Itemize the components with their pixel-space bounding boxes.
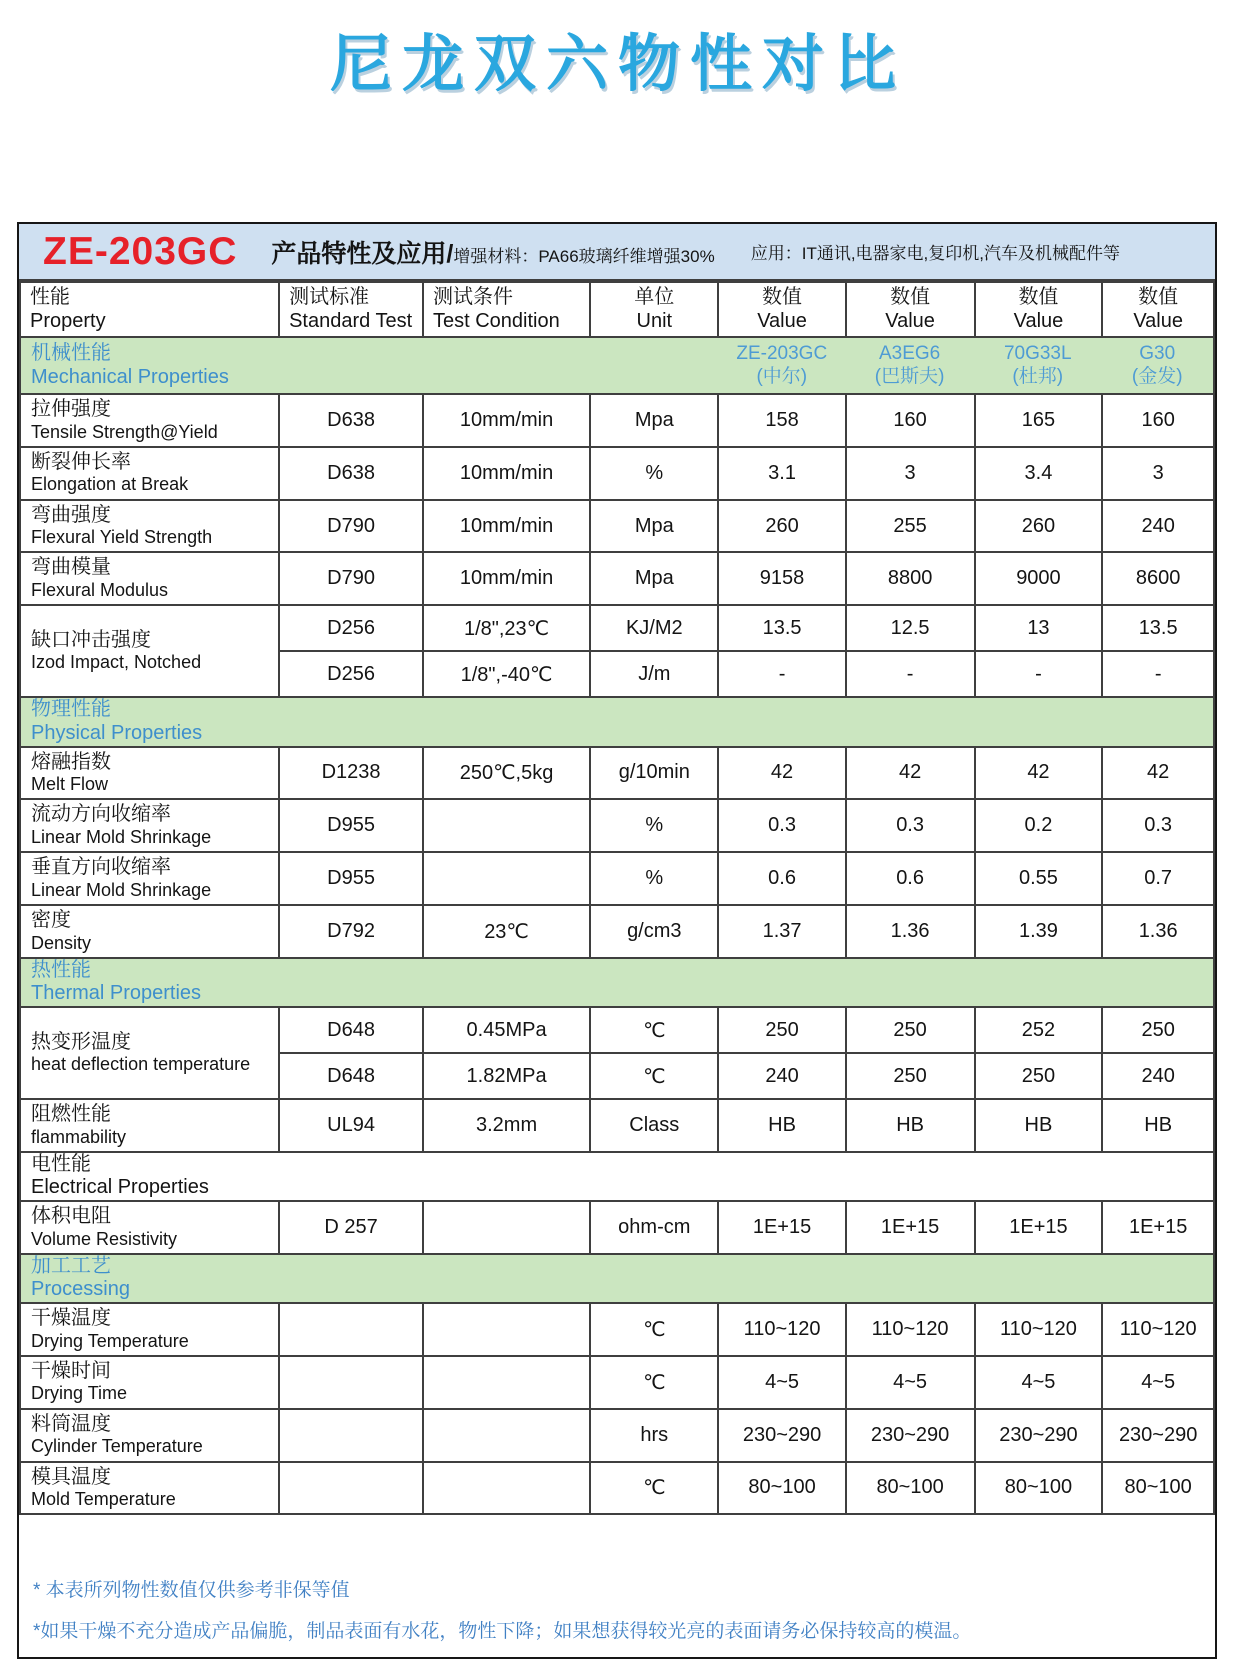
test-condition-cell: 10mm/min — [423, 447, 590, 500]
section-label — [21, 342, 718, 389]
unit-cell: % — [590, 852, 718, 905]
test-condition-cell: 23℃ — [423, 905, 590, 958]
value-cell: 0.3 — [718, 799, 845, 852]
value-cell: 0.3 — [1102, 799, 1214, 852]
section-label-en: Electrical Properties — [31, 1176, 209, 1199]
property-en: Linear Mold Shrinkage — [31, 826, 212, 847]
property-en: Flexural Modulus — [31, 580, 169, 601]
section-row — [20, 697, 1214, 746]
property-en: heat deflection temperature — [31, 1054, 251, 1075]
property-cell — [20, 1099, 279, 1152]
test-condition-cell: 10mm/min — [423, 552, 590, 605]
property-cell — [20, 447, 279, 500]
unit-cell: Mpa — [590, 394, 718, 447]
column-header-zh: 数值 — [1138, 285, 1179, 308]
column-header-en: Unit — [636, 309, 673, 332]
test-condition-cell — [423, 852, 590, 905]
value-cell: 165 — [975, 394, 1103, 447]
property-zh: 阻燃性能 — [31, 1103, 111, 1125]
section-row — [20, 1254, 1214, 1303]
value-cell: 9000 — [975, 552, 1103, 605]
test-condition-cell: 1.82MPa — [423, 1053, 590, 1099]
test-condition-cell — [423, 799, 590, 852]
section-label-zh: 加工工艺 — [31, 1254, 111, 1277]
property-cell — [20, 1007, 279, 1099]
brand-header — [718, 343, 845, 388]
unit-cell: Mpa — [590, 500, 718, 553]
value-cell: 1E+15 — [846, 1201, 975, 1254]
standard-test-cell: D1238 — [279, 747, 423, 800]
property-en: Tensile Strength@Yield — [31, 421, 218, 442]
table-row — [20, 747, 1214, 800]
value-cell: 4~5 — [718, 1356, 845, 1409]
section-label — [21, 698, 718, 745]
property-en: Flexural Yield Strength — [31, 527, 213, 548]
property-cell — [20, 852, 279, 905]
spec-table — [17, 222, 1217, 1659]
value-cell: 80~100 — [846, 1462, 975, 1515]
table-row — [20, 1356, 1214, 1409]
value-cell: - — [1102, 651, 1214, 697]
test-condition-cell — [423, 1356, 590, 1409]
property-zh: 流动方向收缩率 — [31, 803, 171, 826]
column-header-1 — [279, 282, 423, 337]
property-cell — [20, 799, 279, 852]
footnotes — [19, 1515, 1215, 1656]
page-title: 尼龙双六物性对比 — [329, 27, 906, 100]
property-en: Density — [31, 932, 92, 953]
property-zh: 断裂伸长率 — [31, 450, 131, 473]
standard-test-cell: D955 — [279, 799, 423, 852]
value-cell: 4~5 — [975, 1356, 1103, 1409]
property-zh: 体积电阻 — [31, 1205, 111, 1228]
column-header-zh: 数值 — [762, 285, 803, 308]
standard-test-cell: D256 — [279, 605, 423, 651]
value-cell: 250 — [718, 1007, 845, 1053]
section-label-zh: 物理性能 — [31, 698, 111, 721]
value-cell: - — [975, 651, 1103, 697]
property-cell — [20, 394, 279, 447]
value-cell: 230~290 — [1102, 1409, 1214, 1462]
column-header-en: Value — [757, 309, 807, 332]
standard-test-cell — [279, 1409, 423, 1462]
section-label-en: Processing — [31, 1278, 130, 1301]
property-zh: 料筒温度 — [31, 1412, 111, 1435]
property-en: Linear Mold Shrinkage — [31, 879, 212, 900]
value-cell: 1.39 — [975, 905, 1103, 958]
table-header-band — [19, 224, 1215, 281]
column-header-zh: 性能 — [30, 285, 70, 308]
unit-cell: % — [590, 447, 718, 500]
value-cell: 1.36 — [846, 905, 975, 958]
value-cell: 0.3 — [846, 799, 975, 852]
unit-cell: ℃ — [590, 1356, 718, 1409]
column-header-en: Test Condition — [432, 309, 560, 332]
table-row — [20, 852, 1214, 905]
column-header-0 — [20, 282, 279, 337]
value-cell: 240 — [1102, 1053, 1214, 1099]
column-header-en: Property — [30, 309, 106, 332]
value-cell: 255 — [846, 500, 975, 553]
property-cell — [20, 552, 279, 605]
footnote-2: *如果干燥不充分造成产品偏脆，制品表面有水花，物性下降；如果想获得较光亮的表面请务必保持较高的模温。 — [33, 1621, 972, 1643]
value-cell: 4~5 — [1102, 1356, 1214, 1409]
column-header-en: Standard Test — [289, 309, 413, 332]
value-cell: 250 — [846, 1053, 975, 1099]
table-row — [20, 1462, 1214, 1515]
column-header-en: Value — [885, 309, 935, 332]
column-header-3 — [590, 282, 718, 337]
value-cell: 0.55 — [975, 852, 1103, 905]
value-cell: HB — [846, 1099, 975, 1152]
property-cell — [20, 1356, 279, 1409]
brand-code: ZE-203GC — [736, 343, 828, 365]
value-cell: 250 — [846, 1007, 975, 1053]
value-cell: 3 — [846, 447, 975, 500]
value-cell: 0.2 — [975, 799, 1103, 852]
value-cell: 1.36 — [1102, 905, 1214, 958]
property-zh: 熔融指数 — [31, 750, 111, 773]
property-en: Elongation at Break — [31, 474, 189, 495]
value-cell: 8600 — [1102, 552, 1214, 605]
unit-cell: hrs — [590, 1409, 718, 1462]
property-cell — [20, 905, 279, 958]
property-cell — [20, 605, 279, 697]
value-cell: 42 — [846, 747, 975, 800]
unit-cell: g/10min — [590, 747, 718, 800]
value-cell: HB — [975, 1099, 1103, 1152]
unit-cell: Class — [590, 1099, 718, 1152]
section-label-zh: 电性能 — [31, 1152, 91, 1175]
value-cell: 3.1 — [718, 447, 845, 500]
value-cell: 252 — [975, 1007, 1103, 1053]
value-cell: 1.37 — [718, 905, 845, 958]
section-cell — [20, 1254, 1214, 1303]
value-cell: 3.4 — [975, 447, 1103, 500]
section-label-en: Thermal Properties — [31, 982, 202, 1005]
standard-test-cell: D790 — [279, 500, 423, 553]
value-cell: - — [718, 651, 845, 697]
standard-test-cell: D256 — [279, 651, 423, 697]
column-header-zh: 数值 — [1018, 285, 1059, 308]
property-zh: 密度 — [31, 908, 71, 931]
value-cell: 9158 — [718, 552, 845, 605]
unit-cell: % — [590, 799, 718, 852]
section-label — [21, 959, 718, 1006]
value-cell: 230~290 — [718, 1409, 845, 1462]
value-cell: 260 — [975, 500, 1103, 553]
value-cell: 0.7 — [1102, 852, 1214, 905]
section-grid — [21, 698, 1213, 745]
brand-header — [1102, 343, 1213, 388]
standard-test-cell: D638 — [279, 394, 423, 447]
section-label-zh: 热性能 — [31, 958, 91, 981]
test-condition-cell: 1/8",-40℃ — [423, 651, 590, 697]
table-row — [20, 500, 1214, 553]
footnote-1: * 本表所列物性数值仅供参考非保等值 — [33, 1580, 350, 1602]
value-cell: 158 — [718, 394, 845, 447]
property-zh: 弯曲模量 — [31, 556, 111, 579]
brand-header — [845, 343, 974, 388]
value-cell: 80~100 — [1102, 1462, 1214, 1515]
section-cell — [20, 697, 1214, 746]
header-material: 增强材料：PA66玻璃纤维增强30% — [453, 246, 715, 266]
unit-cell: ℃ — [590, 1007, 718, 1053]
test-condition-cell: 3.2mm — [423, 1099, 590, 1152]
unit-cell: ℃ — [590, 1053, 718, 1099]
unit-cell: ohm-cm — [590, 1201, 718, 1254]
brand-code: A3EG6 — [878, 343, 941, 365]
column-header-zh: 单位 — [634, 285, 675, 308]
value-cell: 4~5 — [846, 1356, 975, 1409]
value-cell: 13 — [975, 605, 1103, 651]
brand-name: (金发) — [1131, 365, 1183, 387]
page — [0, 14, 1236, 1643]
section-cell — [20, 1152, 1214, 1201]
value-cell: 110~120 — [1102, 1303, 1214, 1356]
column-header-en: Value — [1013, 309, 1064, 332]
section-grid — [21, 1153, 1213, 1200]
property-cell — [20, 1201, 279, 1254]
value-cell: 42 — [975, 747, 1103, 800]
section-grid — [21, 959, 1213, 1006]
value-cell: 230~290 — [975, 1409, 1103, 1462]
value-cell: 0.6 — [846, 852, 975, 905]
value-cell: 240 — [1102, 500, 1214, 553]
value-cell: 230~290 — [846, 1409, 975, 1462]
property-en: Izod Impact, Notched — [31, 652, 202, 673]
value-cell: HB — [718, 1099, 845, 1152]
value-cell: HB — [1102, 1099, 1214, 1152]
standard-test-cell: D638 — [279, 447, 423, 500]
property-cell — [20, 1409, 279, 1462]
value-cell: 12.5 — [846, 605, 975, 651]
property-en: Mold Temperature — [31, 1489, 176, 1510]
test-condition-cell: 1/8",23℃ — [423, 605, 590, 651]
table-row — [20, 552, 1214, 605]
column-header-7 — [1102, 282, 1214, 337]
unit-cell: KJ/M2 — [590, 605, 718, 651]
column-header-5 — [846, 282, 975, 337]
column-header-4 — [718, 282, 845, 337]
column-header-zh: 测试标准 — [289, 285, 370, 308]
unit-cell: g/cm3 — [590, 905, 718, 958]
standard-test-cell: D648 — [279, 1053, 423, 1099]
section-label-zh: 机械性能 — [31, 341, 111, 364]
brand-code: G30 — [1139, 343, 1176, 365]
value-cell: 3 — [1102, 447, 1214, 500]
value-cell: - — [846, 651, 975, 697]
table-row — [20, 605, 1214, 651]
column-header-6 — [975, 282, 1103, 337]
brand-name: (杜邦) — [1012, 365, 1064, 387]
table-row — [20, 1201, 1214, 1254]
value-cell: 250 — [975, 1053, 1103, 1099]
standard-test-cell: UL94 — [279, 1099, 423, 1152]
property-cell — [20, 500, 279, 553]
property-zh: 模具温度 — [31, 1465, 111, 1488]
property-cell — [20, 747, 279, 800]
value-cell: 8800 — [846, 552, 975, 605]
property-en: flammability — [31, 1126, 127, 1147]
value-cell: 260 — [718, 500, 845, 553]
standard-test-cell: D790 — [279, 552, 423, 605]
value-cell: 160 — [846, 394, 975, 447]
value-cell: 1E+15 — [1102, 1201, 1214, 1254]
section-row — [20, 1152, 1214, 1201]
test-condition-cell — [423, 1303, 590, 1356]
value-cell: 42 — [718, 747, 845, 800]
value-cell: 0.6 — [718, 852, 845, 905]
brand-code: 70G33L — [1003, 343, 1072, 365]
section-label-en: Mechanical Properties — [31, 365, 229, 388]
property-en: Melt Flow — [31, 774, 109, 795]
property-zh: 干燥时间 — [31, 1359, 111, 1382]
test-condition-cell: 250℃,5kg — [423, 747, 590, 800]
value-cell: 80~100 — [975, 1462, 1103, 1515]
standard-test-cell: D792 — [279, 905, 423, 958]
header-features-label: 产品特性及应用/ — [271, 239, 454, 268]
standard-test-cell: D 257 — [279, 1201, 423, 1254]
section-grid — [21, 1255, 1213, 1302]
property-en: Cylinder Temperature — [31, 1436, 203, 1457]
section-cell — [20, 337, 1214, 394]
value-cell: 13.5 — [1102, 605, 1214, 651]
value-cell: 13.5 — [718, 605, 845, 651]
section-grid — [21, 342, 1213, 389]
value-cell: 1E+15 — [975, 1201, 1103, 1254]
spec-table-grid — [19, 281, 1215, 1515]
brand-name: (中尔) — [756, 365, 808, 387]
section-label-en: Physical Properties — [31, 721, 203, 744]
column-header-zh: 测试条件 — [432, 285, 513, 308]
property-zh: 拉伸强度 — [31, 398, 111, 420]
property-zh: 缺口冲击强度 — [31, 628, 151, 651]
value-cell: 110~120 — [846, 1303, 975, 1356]
table-row — [20, 799, 1214, 852]
test-condition-cell — [423, 1462, 590, 1515]
header-features — [271, 234, 714, 270]
test-condition-cell: 0.45MPa — [423, 1007, 590, 1053]
table-row — [20, 394, 1214, 447]
value-cell: 1E+15 — [718, 1201, 845, 1254]
column-header-zh: 数值 — [890, 285, 931, 308]
table-row — [20, 1099, 1214, 1152]
section-row — [20, 337, 1214, 394]
property-zh: 垂直方向收缩率 — [31, 856, 171, 879]
column-header-en: Value — [1133, 309, 1183, 332]
value-cell: 240 — [718, 1053, 845, 1099]
section-cell — [20, 958, 1214, 1007]
brand-name: (巴斯夫) — [874, 365, 945, 387]
test-condition-cell: 10mm/min — [423, 394, 590, 447]
value-cell: 160 — [1102, 394, 1214, 447]
unit-cell: ℃ — [590, 1303, 718, 1356]
property-cell — [20, 1462, 279, 1515]
value-cell: 110~120 — [718, 1303, 845, 1356]
test-condition-cell — [423, 1409, 590, 1462]
property-cell — [20, 1303, 279, 1356]
property-en: Drying Temperature — [31, 1330, 189, 1351]
standard-test-cell — [279, 1303, 423, 1356]
property-en: Volume Resistivity — [31, 1228, 178, 1249]
property-en: Drying Time — [31, 1383, 128, 1404]
section-row — [20, 958, 1214, 1007]
product-code: ZE-203GC — [43, 229, 238, 273]
standard-test-cell — [279, 1356, 423, 1409]
table-row — [20, 1409, 1214, 1462]
table-row — [20, 1303, 1214, 1356]
value-cell: 42 — [1102, 747, 1214, 800]
standard-test-cell: D648 — [279, 1007, 423, 1053]
column-header-row — [20, 282, 1214, 337]
column-header-2 — [423, 282, 590, 337]
section-label — [21, 1255, 718, 1302]
header-application: 应用：IT通讯,电器家电,复印机,汽车及机械配件等 — [750, 244, 1120, 263]
unit-cell: ℃ — [590, 1462, 718, 1515]
section-label — [21, 1153, 718, 1200]
brand-header — [974, 343, 1102, 388]
property-zh: 弯曲强度 — [31, 503, 111, 526]
value-cell: 250 — [1102, 1007, 1214, 1053]
table-row — [20, 447, 1214, 500]
table-row — [20, 1007, 1214, 1053]
unit-cell: J/m — [590, 651, 718, 697]
value-cell: 80~100 — [718, 1462, 845, 1515]
standard-test-cell: D955 — [279, 852, 423, 905]
standard-test-cell — [279, 1462, 423, 1515]
unit-cell: Mpa — [590, 552, 718, 605]
test-condition-cell: 10mm/min — [423, 500, 590, 553]
value-cell: 110~120 — [975, 1303, 1103, 1356]
test-condition-cell — [423, 1201, 590, 1254]
table-row — [20, 905, 1214, 958]
property-zh: 热变形温度 — [31, 1030, 131, 1053]
property-zh: 干燥温度 — [31, 1307, 111, 1330]
